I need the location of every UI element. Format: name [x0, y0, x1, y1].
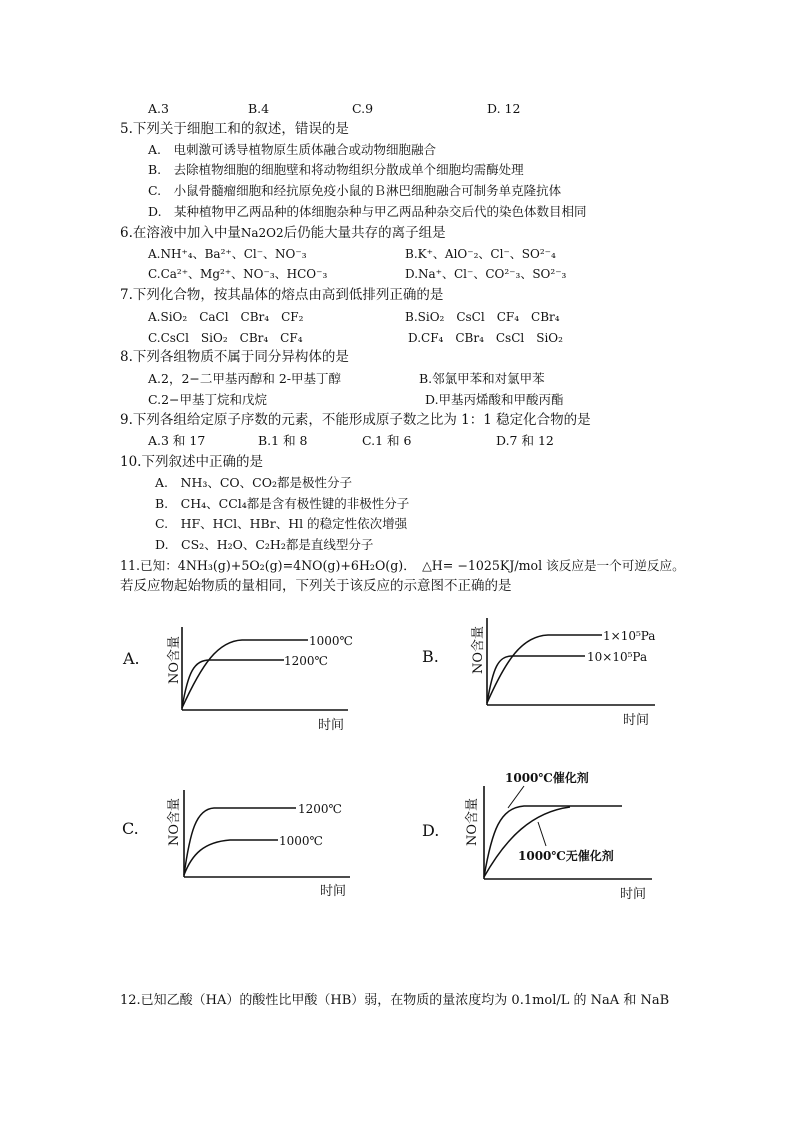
q8-option-b: B.邻氯甲苯和对氯甲苯 [419, 371, 545, 386]
q7-option-a: A.SiO₂ CaCl CBr₄ CF₂ [148, 310, 304, 324]
graph-d [420, 768, 710, 903]
q10-option-a: A. NH₃、CO、CO₂都是极性分子 [155, 475, 352, 490]
graph-c-label-lower: 1000℃ [279, 834, 323, 848]
graph-b-label-lower: 10×10⁵Pa [587, 650, 648, 664]
q9-option-a: A.3 和 17 [148, 433, 206, 448]
q8-option-a: A.2，2−二甲基丙醇和 2-甲基丁醇 [148, 371, 342, 386]
q8-option-c: C.2−甲基丁烷和戊烷 [148, 392, 268, 407]
graph-c [118, 782, 408, 902]
q7-option-d: D.CF₄ CBr₄ CsCl SiO₂ [408, 331, 563, 345]
graph-c-curve-lower [184, 840, 278, 875]
q5-option-c: C. 小鼠骨髓瘤细胞和经抗原免疫小鼠的Ｂ淋巴细胞融合可制务单克隆抗体 [148, 183, 562, 198]
graph-c-letter: C. [122, 819, 139, 838]
q7-option-b: B.SiO₂ CsCl CF₄ CBr₄ [405, 310, 560, 324]
graph-a-label-lower: 1200℃ [284, 654, 328, 668]
q6-option-b: B.K⁺、AlO⁻₂、Cl⁻、SO²⁻₄ [405, 247, 556, 261]
q10-option-d: D. CS₂、H₂O、C₂H₂都是直线型分子 [155, 537, 374, 552]
q10-option-b: B. CH₄、CCl₄都是含有极性键的非极性分子 [155, 496, 410, 511]
q11-stem: 若反应物起始物质的量相同，下列关于该反应的示意图不正确的是 [120, 578, 512, 594]
q6-option-d: D.Na⁺、Cl⁻、CO²⁻₃、SO²⁻₃ [405, 267, 567, 281]
graph-d-curve-catalyst [484, 806, 622, 877]
q6-option-a: A.NH⁺₄、Ba²⁺、Cl⁻、NO⁻₃ [148, 247, 307, 261]
q4-option-a: A.3 [148, 101, 169, 116]
q8-stem: 8.下列各组物质不属于同分异构体的是 [120, 349, 349, 365]
q9-option-b: B.1 和 8 [258, 433, 308, 448]
graph-d-letter: D. [422, 821, 440, 840]
graph-b-curve-upper [487, 635, 602, 703]
q10-option-c: C. HF、HCl、HBr、Hl 的稳定性依次增强 [155, 516, 408, 531]
q6-stem-start: 6.在溶液中加入中量 [120, 225, 241, 241]
graph-d-arrow-upper [508, 786, 524, 808]
q4-option-b: B.4 [248, 101, 270, 116]
graph-d-label-upper: 1000℃催化剂 [505, 771, 589, 785]
graph-c-label-upper: 1200℃ [298, 802, 342, 816]
graph-b-y-label: NO含量 [471, 625, 486, 674]
q9-option-d: D.7 和 12 [496, 433, 554, 448]
graph-d-y-label: NO含量 [465, 797, 480, 846]
graph-a-label-upper: 1000℃ [309, 634, 353, 648]
q6-stem [120, 224, 446, 242]
q9-stem: 9.下列各组给定原子序数的元素，不能形成原子数之比为 1：1 稳定化合物的是 [120, 412, 591, 428]
q5-option-a: A. 电刺激可诱导植物原生质体融合或动物细胞融合 [148, 142, 437, 157]
graph-b-letter: B. [422, 647, 439, 666]
graph-d-arrow-lower [538, 822, 546, 846]
graph-d-curve-no-catalyst [484, 807, 570, 877]
graph-b [420, 608, 710, 733]
q4-option-c: C.9 [352, 101, 374, 116]
q11-equation-line: 11.已知：4NH₃(g)+5O₂(g)=4NO(g)+6H₂O(g)． △H= −1025KJ/mol 该反应是一个可逆反应。 [120, 558, 685, 573]
q4-option-d: D. 12 [487, 101, 521, 116]
q5-option-d: D. 某种植物甲乙两品种的体细胞杂种与甲乙两品种杂交后代的染色体数目相同 [148, 204, 587, 219]
graph-a-curve-upper [182, 640, 308, 708]
q6-reagent: Na2O2 [240, 226, 284, 240]
q9-option-c: C.1 和 6 [362, 433, 412, 448]
q12-stem: 12.已知乙酸（HA）的酸性比甲酸（HB）弱，在物质的量浓度均为 0.1mol/L 的 NaA 和 NaB [120, 993, 670, 1008]
graph-a-x-label: 时间 [318, 718, 345, 733]
graph-a [118, 612, 408, 737]
graph-c-x-label: 时间 [320, 884, 347, 899]
q8-option-d: D.甲基丙烯酸和甲酸丙酯 [425, 392, 564, 407]
q7-stem: 7.下列化合物，按其晶体的熔点由高到低排列正确的是 [120, 287, 444, 303]
graph-b-label-upper: 1×10⁵Pa [603, 629, 656, 643]
q5-stem: 5.下列关于细胞工和的叙述，错误的是 [120, 121, 349, 137]
graph-d-label-lower: 1000℃无催化剂 [518, 849, 614, 863]
graph-d-x-label: 时间 [620, 887, 647, 902]
graph-a-curve-lower [182, 660, 284, 708]
graph-c-y-label: NO含量 [167, 797, 182, 846]
graph-a-y-label: NO含量 [167, 635, 182, 684]
graph-b-x-label: 时间 [623, 713, 650, 728]
graph-b-curve-lower [487, 656, 585, 703]
q10-stem: 10.下列叙述中正确的是 [120, 454, 263, 470]
q6-stem-end: 后仍能大量共存的离子组是 [283, 225, 446, 241]
q5-option-b: B. 去除植物细胞的细胞壁和将动物组织分散成单个细胞均需酶处理 [148, 162, 524, 177]
graph-a-letter: A. [123, 649, 140, 668]
q7-option-c: C.CsCl SiO₂ CBr₄ CF₄ [148, 331, 303, 345]
q6-option-c: C.Ca²⁺、Mg²⁺、NO⁻₃、HCO⁻₃ [148, 267, 328, 281]
